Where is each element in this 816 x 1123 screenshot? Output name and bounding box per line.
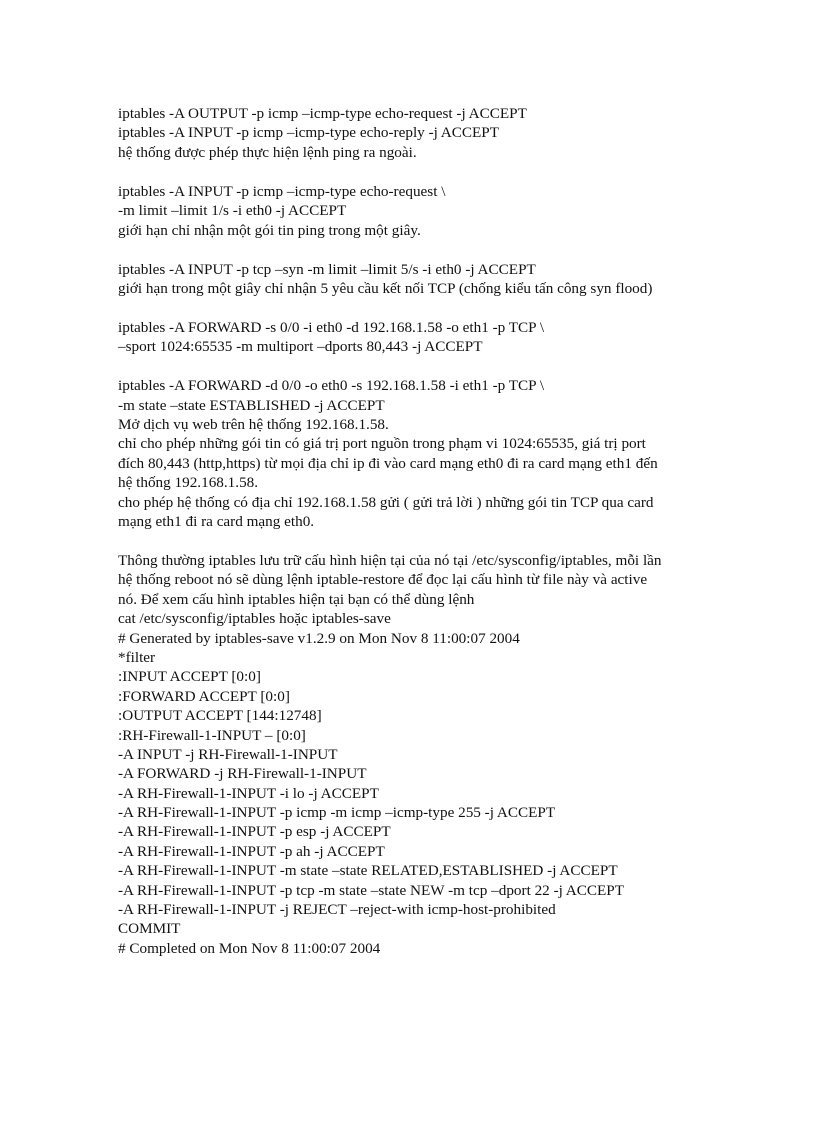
text-line: giới hạn trong một giây chỉ nhận 5 yêu cầu kết nối TCP (chống kiểu tấn công syn flood) [118, 279, 653, 297]
text-line: hệ thống được phép thực hiện lệnh ping ra ngoài. [118, 143, 417, 161]
text-line: iptables -A INPUT -p tcp –syn -m limit –limit 5/s -i eth0 -j ACCEPT [118, 260, 536, 278]
paragraph-gap [118, 298, 718, 318]
text-line: đích 80,443 (http,https) từ mọi địa chỉ ip đi vào card mạng eth0 đi ra card mạng eth1 đến [118, 454, 658, 472]
paragraph-forward-out [118, 376, 718, 531]
text-line: cat /etc/sysconfig/iptables hoặc iptables-save [118, 610, 391, 628]
text-line: -A RH-Firewall-1-INPUT -p ah -j ACCEPT [118, 842, 385, 860]
paragraph-gap [118, 531, 718, 551]
text-line: iptables -A FORWARD -d 0/0 -o eth0 -s 192.168.1.58 -i eth1 -p TCP \ [118, 377, 545, 395]
paragraph-syn-limit [118, 260, 718, 299]
paragraph-forward-in [118, 318, 718, 357]
text-line: -A INPUT -j RH-Firewall-1-INPUT [118, 745, 338, 763]
text-line: iptables -A INPUT -p icmp –icmp-type echo-reply -j ACCEPT [118, 124, 500, 142]
text-line: iptables -A FORWARD -s 0/0 -i eth0 -d 192.168.1.58 -o eth1 -p TCP \ [118, 318, 545, 336]
text-line: # Completed on Mon Nov 8 11:00:07 2004 [118, 939, 381, 957]
text-line: –sport 1024:65535 -m multiport –dports 80,443 -j ACCEPT [118, 338, 483, 356]
text-line: iptables -A INPUT -p icmp –icmp-type echo-request \ [118, 182, 446, 200]
paragraph-gap [118, 240, 718, 260]
text-line: mạng eth1 đi ra card mạng eth0. [118, 513, 315, 531]
paragraph-ping-out [118, 104, 718, 162]
text-line: COMMIT [118, 920, 181, 938]
text-line: chỉ cho phép những gói tin có giá trị port nguồn trong phạm vi 1024:65535, giá trị port [118, 435, 646, 453]
text-line: :INPUT ACCEPT [0:0] [118, 668, 261, 686]
text-line: :OUTPUT ACCEPT [144:12748] [118, 707, 322, 725]
paragraph-gap [118, 162, 718, 182]
text-line: hệ thống 192.168.1.58. [118, 474, 259, 492]
text-line: -A RH-Firewall-1-INPUT -i lo -j ACCEPT [118, 784, 379, 802]
text-line: cho phép hệ thống có địa chỉ 192.168.1.58 gửi ( gửi trả lời ) những gói tin TCP qua card [118, 493, 654, 511]
text-line: giới hạn chỉ nhận một gói tin ping trong một giây. [118, 221, 421, 239]
text-line: :FORWARD ACCEPT [0:0] [118, 687, 290, 705]
text-line: :RH-Firewall-1-INPUT – [0:0] [118, 726, 306, 744]
text-line: Mở dịch vụ web trên hệ thống 192.168.1.58. [118, 416, 389, 434]
text-line: Thông thường iptables lưu trữ cấu hình hiện tại của nó tại /etc/sysconfig/iptables, mỗi lần [118, 552, 662, 569]
text-line: -m limit –limit 1/s -i eth0 -j ACCEPT [118, 202, 347, 220]
text-line: *filter [118, 648, 156, 666]
text-line: -A RH-Firewall-1-INPUT -p esp -j ACCEPT [118, 823, 391, 841]
text-line: hệ thống reboot nó sẽ dùng lệnh iptable-restore để đọc lại cấu hình từ file này và active [118, 571, 648, 589]
document-body [118, 104, 718, 958]
text-line: -A RH-Firewall-1-INPUT -m state –state RELATED,ESTABLISHED -j ACCEPT [118, 862, 618, 880]
text-line: -A RH-Firewall-1-INPUT -p tcp -m state –state NEW -m tcp –dport 22 -j ACCEPT [118, 881, 625, 899]
text-line: -A RH-Firewall-1-INPUT -p icmp -m icmp –icmp-type 255 -j ACCEPT [118, 804, 556, 822]
text-line: -m state –state ESTABLISHED -j ACCEPT [118, 396, 385, 414]
text-line: iptables -A OUTPUT -p icmp –icmp-type echo-request -j ACCEPT [118, 105, 527, 122]
paragraph-iptables-save [118, 551, 718, 958]
text-line: nó. Để xem cấu hình iptables hiện tại bạn có thể dùng lệnh [118, 590, 475, 608]
paragraph-ping-limit [118, 182, 718, 240]
text-line: # Generated by iptables-save v1.2.9 on Mon Nov 8 11:00:07 2004 [118, 629, 520, 647]
paragraph-gap [118, 357, 718, 377]
text-line: -A RH-Firewall-1-INPUT -j REJECT –reject-with icmp-host-prohibited [118, 901, 556, 919]
text-line: -A FORWARD -j RH-Firewall-1-INPUT [118, 765, 367, 783]
